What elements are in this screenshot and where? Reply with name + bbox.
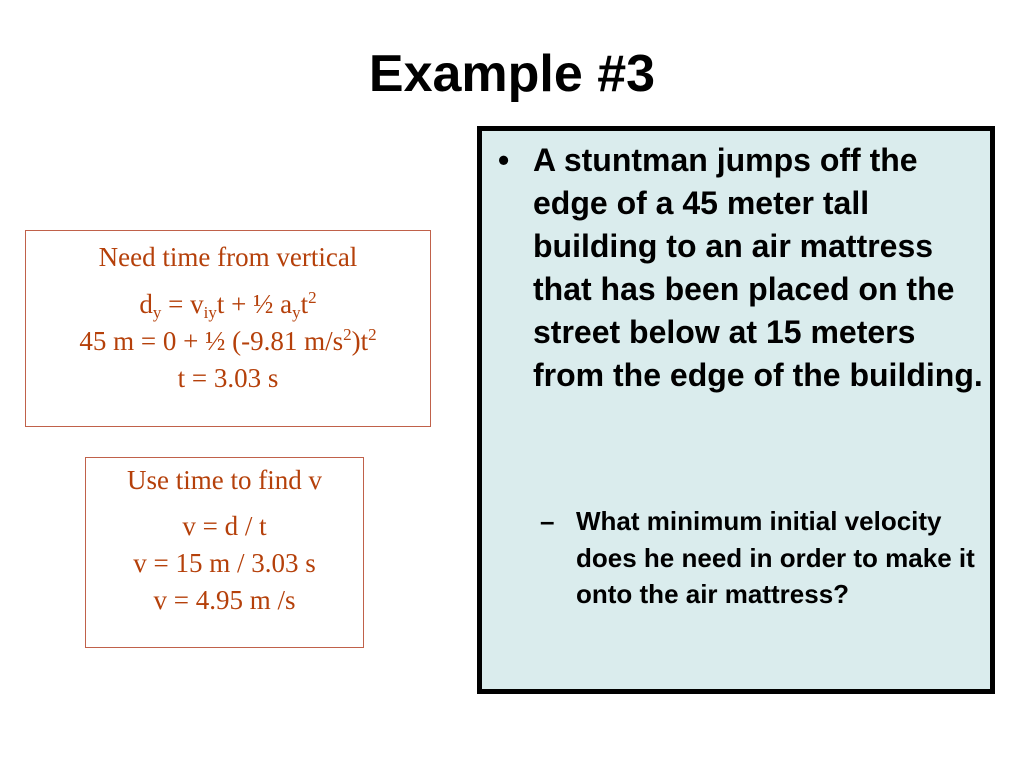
sub-eq-s-squared: 2 [343, 325, 352, 344]
question-item [540, 503, 980, 613]
dash-bullet-icon: – [540, 506, 555, 536]
eq-middle: t + ½ a [216, 289, 293, 319]
kinematic-equation [26, 286, 430, 323]
eq-d-subscript: y [152, 303, 162, 322]
eq-equals-v: = v [161, 289, 204, 319]
time-result: t = 3.03 s [177, 363, 279, 393]
vertical-calculation-box [25, 230, 431, 427]
slide-title: Example #3 [368, 45, 656, 103]
sub-eq-t-squared: 2 [368, 325, 377, 344]
velocity-formula: v = d / t [182, 511, 267, 541]
velocity-substitution: v = 15 m / 3.03 s [133, 548, 316, 578]
substituted-equation [26, 323, 430, 360]
horizontal-calculation-box [85, 457, 364, 648]
sub-eq-close: )t [351, 326, 369, 356]
eq-d: d [139, 289, 153, 319]
eq-v-subscript: iy [203, 303, 217, 322]
eq-a-subscript: y [292, 303, 301, 322]
horizontal-box-heading: Use time to find v [127, 465, 322, 495]
bullet-dot-icon: • [498, 142, 510, 178]
velocity-result: v = 4.95 m /s [153, 585, 296, 615]
question-text: What minimum initial velocity does he need in order to make it onto the air mattress? [576, 506, 975, 609]
eq-t: t [300, 289, 309, 319]
eq-t-squared: 2 [308, 288, 317, 307]
vertical-box-heading: Need time from vertical [98, 242, 358, 272]
problem-statement: A stuntman jumps off the edge of a 45 meter tall building to an air mattress that has been placed on the street below at 15 meters from the edge of the building. [533, 142, 983, 393]
problem-statement-item [490, 139, 990, 397]
sub-eq-lead: 45 m = 0 + ½ (-9.81 m/s [79, 326, 344, 356]
problem-box [477, 126, 995, 694]
